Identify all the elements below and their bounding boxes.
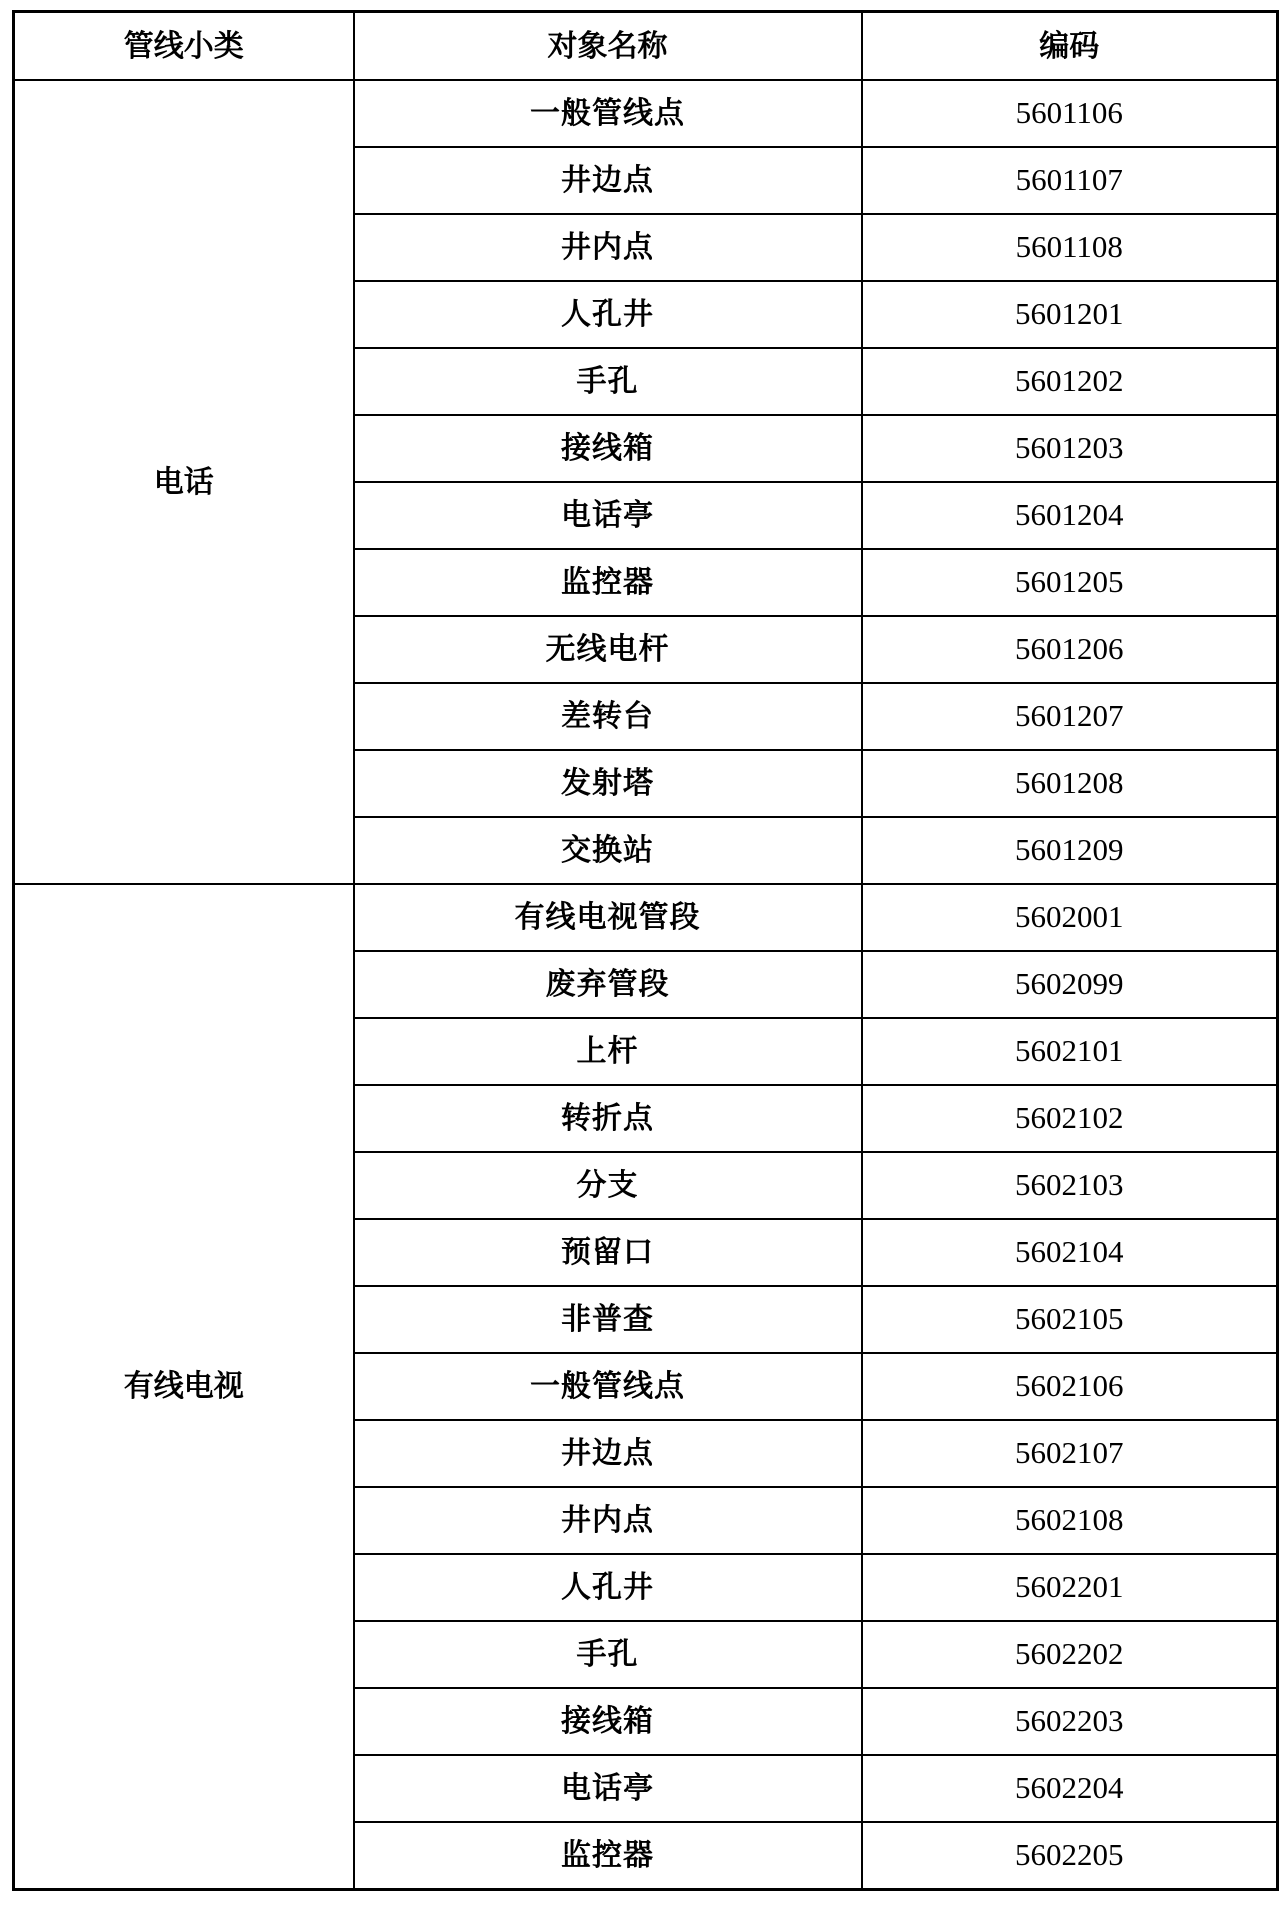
code-cell: 5601206 [862,616,1278,683]
code-cell: 5601203 [862,415,1278,482]
code-cell: 5602204 [862,1755,1278,1822]
code-cell: 5602108 [862,1487,1278,1554]
object-name-cell: 井内点 [354,214,862,281]
code-cell: 5602104 [862,1219,1278,1286]
code-cell: 5601207 [862,683,1278,750]
object-name-cell: 有线电视管段 [354,884,862,951]
code-cell: 5601107 [862,147,1278,214]
object-name-cell: 电话亭 [354,482,862,549]
object-name-cell: 一般管线点 [354,1353,862,1420]
object-name-cell: 差转台 [354,683,862,750]
header-row [14,12,1278,81]
code-cell: 5602103 [862,1152,1278,1219]
table-row [14,80,1278,147]
object-name-cell: 监控器 [354,1822,862,1890]
code-cell: 5602106 [862,1353,1278,1420]
object-name-cell: 交换站 [354,817,862,884]
table-row [14,884,1278,951]
object-name-cell: 废弃管段 [354,951,862,1018]
object-name-cell: 非普查 [354,1286,862,1353]
subcategory-cell: 有线电视 [14,884,354,1890]
object-name-cell: 接线箱 [354,415,862,482]
object-name-cell: 井边点 [354,147,862,214]
code-cell: 5601205 [862,549,1278,616]
code-cell: 5601201 [862,281,1278,348]
object-name-cell: 电话亭 [354,1755,862,1822]
object-name-cell: 井边点 [354,1420,862,1487]
code-cell: 5602202 [862,1621,1278,1688]
header-code: 编码 [862,12,1278,81]
object-name-cell: 一般管线点 [354,80,862,147]
code-cell: 5601202 [862,348,1278,415]
code-cell: 5602099 [862,951,1278,1018]
code-cell: 5601108 [862,214,1278,281]
code-cell: 5602203 [862,1688,1278,1755]
code-cell: 5602101 [862,1018,1278,1085]
object-name-cell: 分支 [354,1152,862,1219]
code-cell: 5601208 [862,750,1278,817]
object-name-cell: 无线电杆 [354,616,862,683]
table-body [14,80,1278,1890]
pipeline-code-table [12,10,1279,1891]
object-name-cell: 上杆 [354,1018,862,1085]
code-cell: 5601106 [862,80,1278,147]
subcategory-cell: 电话 [14,80,354,884]
object-name-cell: 预留口 [354,1219,862,1286]
object-name-cell: 手孔 [354,348,862,415]
object-name-cell: 接线箱 [354,1688,862,1755]
header-object-name: 对象名称 [354,12,862,81]
object-name-cell: 人孔井 [354,281,862,348]
object-name-cell: 转折点 [354,1085,862,1152]
code-cell: 5602105 [862,1286,1278,1353]
code-cell: 5601204 [862,482,1278,549]
code-cell: 5602102 [862,1085,1278,1152]
code-cell: 5602205 [862,1822,1278,1890]
code-cell: 5602201 [862,1554,1278,1621]
object-name-cell: 监控器 [354,549,862,616]
code-cell: 5602001 [862,884,1278,951]
header-subcategory: 管线小类 [14,12,354,81]
code-cell: 5602107 [862,1420,1278,1487]
code-cell: 5601209 [862,817,1278,884]
object-name-cell: 井内点 [354,1487,862,1554]
object-name-cell: 手孔 [354,1621,862,1688]
object-name-cell: 发射塔 [354,750,862,817]
object-name-cell: 人孔井 [354,1554,862,1621]
